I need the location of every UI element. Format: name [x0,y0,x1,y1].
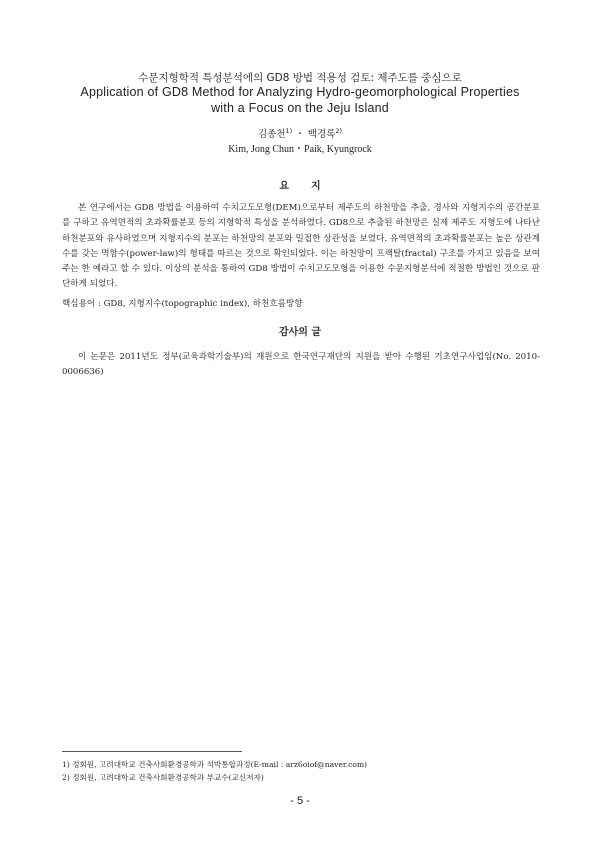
author-2-name: 백경록 [307,129,336,140]
footnote-divider [62,751,242,752]
author-2-footnote-mark: 2) [335,126,342,135]
english-title-line-2: with a Focus on the Jeju Island [211,101,389,115]
page-number: - 5 - [290,795,310,807]
author-separator: ・ [295,129,305,140]
footnote-1: 1) 정회원, 고려대학교 건축사회환경공학과 석박통합과정(E-mail : arz6oiof@naver.com) [62,760,368,769]
author-1-footnote-mark: 1) [285,126,293,135]
english-title-line-1: Application of GD8 Method for Analyzing Hydro-geomorphological Properties [80,85,520,99]
acknowledgement-heading: 감사의 글 [278,327,322,338]
acknowledgement-body: 이 논문은 2011년도 정부(교육과학기술부)의 재원으로 한국연구재단의 지원을 받아 수행된 기초연구사업임(No. 2010-0006636) [62,352,540,378]
korean-title: 수문지형학적 특성분석에의 GD8 방법 적용성 검토: 제주도를 중심으로 [138,72,462,84]
korean-authors [0,126,600,140]
abstract-heading: 요지 [279,181,343,192]
footnote-2: 2) 정회원, 고려대학교 건축사회환경공학과 부교수(교신저자) [62,773,264,782]
keywords: 핵심용어 : GD8, 지형지수(topographic index), 하천흐름방향 [62,299,303,309]
english-authors: Kim, Jong Chun・Paik, Kyungrock [228,144,372,155]
author-1-name: 김종천 [258,129,286,140]
english-title [60,84,540,116]
abstract-body: 본 연구에서는 GD8 방법을 이용하여 수치고도모형(DEM)으로부터 제주도의 하천망을 추출, 경사와 지형지수의 공간분포를 구하고 유역면적의 초과확률분포 등의 지형학적 특성을 분석하였다. GD8으로 추출된 하천망은 실제 제주도 지형도에 나타난 하천분포와 유사하였으며 지형지수의 분포는 하천망의 분포와 밀접한 상관성을 보였다. 유역면적의 초과확률분포는 높은 상관계수를 갖는 멱함수(power-law)의 형태를 따르는 것으로 확인되었다. 이는 하천망이 프랙탈(fractal) 구조를 가지고 있음을 보여주는 한 예라고 할 수 있다. 이상의 분석을 통하여 GD8 방법이 수치고도모형을 이용한 수문지형분석에 적절한 방법인 것으로 판단하게 되었다. [62,203,540,290]
